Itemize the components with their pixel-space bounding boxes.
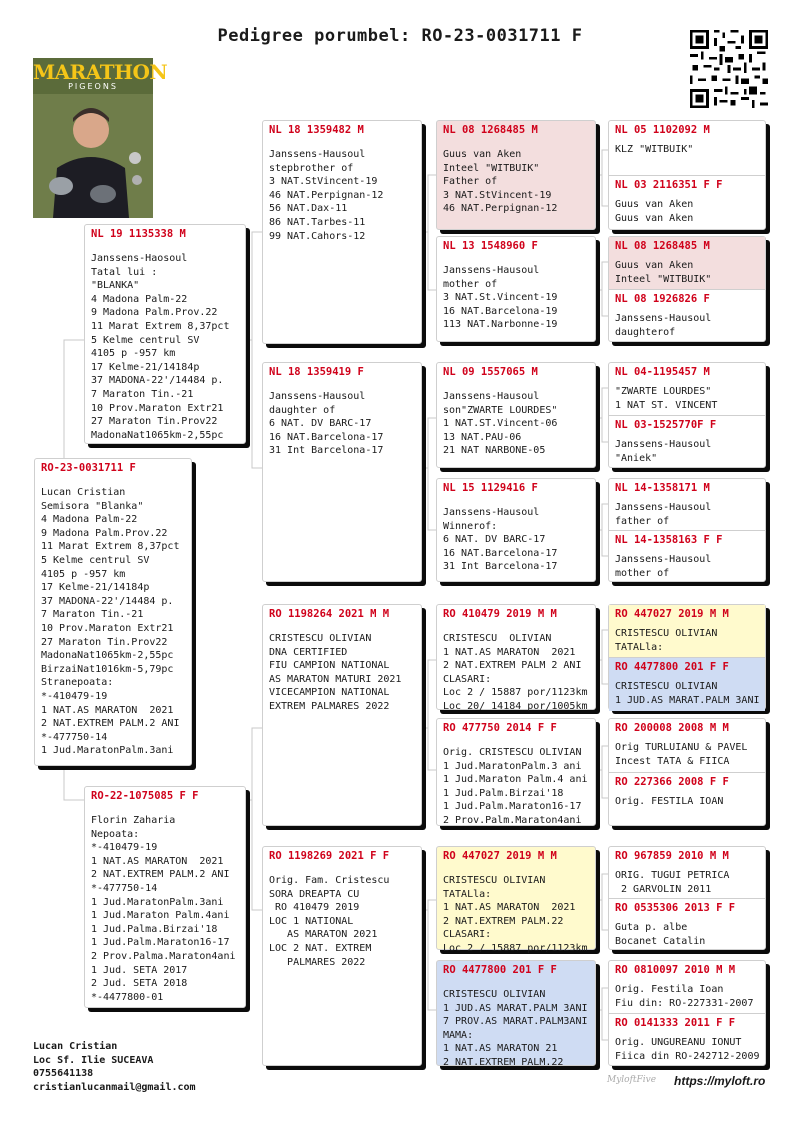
ring-number: NL 05 1102092 M — [615, 124, 710, 136]
bird-info: Janssens-Hausoul mother of 3 NAT.St.Vincent-19 16 NAT.Barcelona-19 113 NAT.Narbonne-19 — [443, 265, 558, 331]
cover-title: MARATHON — [33, 60, 168, 84]
pedigree-card-gen3-5[interactable] — [436, 604, 596, 710]
pedigree-pair-gen4-1[interactable] — [608, 120, 766, 230]
owner-phone: 0755641138 — [33, 1068, 94, 1079]
ring-number: RO 227366 2008 F F — [615, 776, 729, 788]
pedigree-card-gen4-13[interactable] — [609, 847, 765, 898]
bird-info: Janssens-Hausoul Winnerof: 6 NAT. DV BARC-17 16 NAT.Barcelona-17 31 Int Barcelona-17 — [443, 507, 558, 573]
ring-number: RO 447027 2019 M M — [615, 608, 729, 620]
bird-info: Orig. FESTILA IOAN — [615, 796, 724, 807]
pedigree-card-sire[interactable] — [84, 224, 246, 444]
ring-number: NL 03-1525770F F — [615, 419, 717, 431]
ring-number: NL 19 1135338 M — [91, 228, 186, 240]
bird-info: Janssens-Hausoul son"ZWARTE LOURDES" 1 NAT.ST.Vincent-06 13 NAT.PAU-06 21 NAT NARBONE-05 — [443, 391, 558, 457]
pedigree-card-gen4-12[interactable] — [609, 773, 765, 827]
pedigree-card-gen4-2[interactable] — [609, 176, 765, 231]
pedigree-pair-gen4-2[interactable] — [608, 236, 766, 342]
bird-info: Florin Zaharia Nepoata: *-410479-19 1 NAT.AS MARATON 2021 2 NAT.EXTREM PALM.2 ANI *-477750-14 1 Jud.MaratonPalm.3ani 1 Jud.Maraton Palm.4ani 1 Jud.Palma.Birzai'18 1 Jud.Palm.Maraton16-17 2 Prov.Palma.Maraton4ani 1 Jud. SETA 2017 2 Jud. SETA 2018 *-4477800-01 — [91, 815, 236, 1003]
page-title: Pedigree porumbel: RO-23-0031711 F — [217, 26, 583, 46]
bird-info: CRISTESCU OLIVIAN DNA CERTIFIED FIU CAMPION NATIONAL AS MARATON MATURI 2021 VICECAMPION NATIONAL EXTREM PALMARES 2022 — [269, 633, 402, 712]
bird-info: Janssens-Hausoul mother of — [615, 554, 712, 579]
owner-address: Loc Sf. Ilie SUCEAVA — [33, 1054, 154, 1066]
bird-info: "ZWARTE LOURDES" 1 NAT ST. VINCENT — [615, 386, 718, 411]
ring-number: NL 18 1359419 F — [269, 366, 364, 378]
ring-number: RO 4477800 201 F F — [443, 964, 557, 976]
bird-info: Orig. CRISTESCU OLIVIAN 1 Jud.MaratonPalm.3 ani 1 Jud.Maraton Palm.4 ani 1 Jud.Palm.Birzai'18 1 Jud.Palm.Maraton16-17 2 Prov.Palm.Maraton4ani — [443, 747, 588, 826]
pedigree-pair-gen4-3[interactable] — [608, 362, 766, 468]
pedigree-card-granddam-paternal[interactable] — [262, 362, 422, 582]
pedigree-card-gen4-15[interactable] — [609, 961, 765, 1013]
pedigree-card-gen4-1[interactable] — [609, 121, 765, 175]
bird-info: Orig. Fam. Cristescu SORA DREAPTA CU RO 410479 2019 LOC 1 NATIONAL AS MARATON 2021 LOC 2 NAT. EXTREM PALMARES 2022 — [269, 875, 390, 968]
bird-info: Janssens-Hausoul stepbrother of 3 NAT.StVincent-19 46 NAT.Perpignan-12 56 NAT.Dax-11 86 NAT.Tarbes-11 99 NAT.Cahors-12 — [269, 149, 384, 242]
pedigree-card-gen3-2[interactable] — [436, 236, 596, 342]
ring-number: RO 4477800 201 F F — [615, 661, 729, 673]
ring-number: RO 447027 2019 M M — [443, 850, 557, 862]
pedigree-pair-gen4-7[interactable] — [608, 846, 766, 950]
bird-info: Orig. Festila Ioan Fiu din: RO-227331-2007 — [615, 984, 754, 1009]
ring-number: NL 18 1359482 M — [269, 124, 364, 136]
ring-number: RO 967859 2010 M M — [615, 850, 729, 862]
bird-info: Orig TURLUIANU & PAVEL Incest TATA & FIICA — [615, 742, 748, 767]
ring-number: RO-23-0031711 F — [41, 462, 136, 474]
pedigree-card-gen4-14[interactable] — [609, 899, 765, 951]
pedigree-card-gen4-4[interactable] — [609, 290, 765, 343]
bird-info: Lucan Cristian Semisora "Blanka" 4 Madona Palm-22 9 Madona Palm.Prov.22 11 Marat Extrem 8,37pct 5 Kelme centrul SV 4105 p -957 km 17 Kelme-21/14184p 37 MADONA-22'/14484 p. 7 Maraton Tin.-21 10 Prov.Maraton Extr21 27 Maraton Tin.Prov22 MadonaNat1065km-2,55pc BirzaiNat1016km-5,79pc Stranepoata: *-410479-19 1 NAT.AS MARATON 2021 2 NAT.EXTREM PALM.2 ANI *-477750-14 1 Jud.MaratonPalm.3ani — [41, 487, 180, 757]
pedigree-card-gen4-3[interactable] — [609, 237, 765, 289]
bird-info: CRISTESCU OLIVIAN 1 JUD.AS MARAT.PALM 3ANI — [615, 681, 760, 706]
pedigree-card-gen3-8[interactable] — [436, 960, 596, 1066]
pedigree-card-gen3-6[interactable] — [436, 718, 596, 826]
pedigree-card-gen4-16[interactable] — [609, 1014, 765, 1067]
myloft-logo: MyloftFive — [607, 1075, 657, 1085]
pedigree-card-gen4-10[interactable] — [609, 658, 765, 711]
bird-info: CRISTESCU OLIVIAN TATALla: 1 NAT.AS MARATON 2021 2 NAT.EXTREM PALM.22 CLASARI: Loc 2 / 15887 por/1123km — [443, 875, 588, 954]
pedigree-card-gen4-8[interactable] — [609, 531, 765, 583]
pedigree-card-dam[interactable] — [84, 786, 246, 1008]
bird-info: Orig. UNGUREANU IONUT Fiica din RO-242712-2009 — [615, 1037, 760, 1062]
owner-email[interactable]: cristianlucanmail@gmail.com — [33, 1081, 196, 1093]
bird-info: Janssens-Hausoul daughterof — [615, 313, 712, 338]
cover-subtitle: PIGEONS — [68, 82, 118, 91]
ring-number: RO 1198264 2021 M M — [269, 608, 390, 620]
ring-number: NL 03 2116351 F F — [615, 179, 723, 191]
ring-number: RO 477750 2014 F F — [443, 722, 557, 734]
ring-number: RO 0810097 2010 M M — [615, 964, 736, 976]
ring-number: NL 04-1195457 M — [615, 366, 710, 378]
pedigree-card-gen4-5[interactable] — [609, 363, 765, 415]
pedigree-pair-gen4-5[interactable] — [608, 604, 766, 710]
owner-contact — [33, 1040, 196, 1094]
bird-info: Guus van Aken Guus van Aken — [615, 199, 694, 224]
ring-number: NL 08 1268485 M — [615, 240, 710, 252]
ring-number: RO 0141333 2011 F F — [615, 1017, 736, 1029]
pedigree-card-gen3-3[interactable] — [436, 362, 596, 468]
ring-number: RO 0535306 2013 F F — [615, 902, 736, 914]
bird-info: Janssens-Haosoul Tatal lui : "BLANKA" 4 Madona Palm-22 9 Madona Palm.Prov.22 11 Marat Extrem 8,37pct 5 Kelme centrul SV 4105 p -957 km 17 Kelme-21/14184p 37 MADONA-22'/14484 p. 7 Maraton Tin.-21 10 Prov.Maraton Extr21 27 Maraton Tin.Prov22 MadonaNat1065km-2,55pc — [91, 253, 230, 441]
website-link[interactable]: https://myloft.ro — [674, 1074, 766, 1088]
pedigree-card-gen3-7[interactable] — [436, 846, 596, 954]
pedigree-card-gen4-9[interactable] — [609, 605, 765, 657]
bird-info: CRISTESCU OLIVIAN 1 JUD.AS MARAT.PALM 3ANI 7 PROV.AS MARAT.PALM3ANI MAMA: 1 NAT.AS MARATON 21 2 NAT.EXTREM PALM.22 — [443, 989, 588, 1068]
bird-info: Janssens-Hausoul daughter of 6 NAT. DV BARC-17 16 NAT.Barcelona-17 31 Int Barcelona-17 — [269, 391, 384, 457]
ring-number: NL 13 1548960 F — [443, 240, 538, 252]
bird-info: Janssens-Hausoul father of — [615, 502, 712, 527]
ring-number: RO-22-1075085 F F — [91, 790, 199, 802]
pedigree-card-grandsire-maternal[interactable] — [262, 604, 422, 826]
bird-info: Guta p. albe Bocanet Catalin — [615, 922, 706, 947]
ring-number: NL 14-1358163 F F — [615, 534, 723, 546]
ring-number: RO 1198269 2021 F F — [269, 850, 390, 862]
pedigree-card-gen4-7[interactable] — [609, 479, 765, 530]
bird-info: Guus van Aken Inteel "WITBUIK" — [615, 260, 712, 285]
pedigree-pair-gen4-8[interactable] — [608, 960, 766, 1066]
bird-info: ORIG. TUGUI PETRICA 2 GARVOLIN 2011 — [615, 870, 730, 895]
ring-number: NL 08 1926826 F — [615, 293, 710, 305]
pedigree-card-gen4-11[interactable] — [609, 719, 765, 772]
ring-number: NL 09 1557065 M — [443, 366, 538, 378]
ring-number: NL 15 1129416 F — [443, 482, 538, 494]
pedigree-card-subject[interactable] — [34, 458, 192, 766]
pedigree-card-granddam-maternal[interactable] — [262, 846, 422, 1066]
owner-name: Lucan Cristian — [33, 1041, 118, 1052]
bird-info: KLZ "WITBUIK" — [615, 144, 694, 155]
pedigree-card-gen3-4[interactable] — [436, 478, 596, 582]
pedigree-card-gen4-6[interactable] — [609, 416, 765, 469]
pedigree-card-grandsire-paternal[interactable] — [262, 120, 422, 344]
pedigree-pair-gen4-4[interactable] — [608, 478, 766, 582]
pedigree-pair-gen4-6[interactable] — [608, 718, 766, 826]
bird-info: Guus van Aken Inteel "WITBUIK" Father of 3 NAT.StVincent-19 46 NAT.Perpignan-12 — [443, 149, 558, 215]
bird-info: CRISTESCU OLIVIAN TATALla: — [615, 628, 718, 653]
ring-number: RO 410479 2019 M M — [443, 608, 557, 620]
ring-number: NL 08 1268485 M — [443, 124, 538, 136]
ring-number: NL 14-1358171 M — [615, 482, 710, 494]
bird-info: CRISTESCU OLIVIAN 1 NAT.AS MARATON 2021 2 NAT.EXTREM PALM 2 ANI CLASARI: Loc 2 / 15887 por/1123km Loc 20/ 14184 por/1005km — [443, 633, 588, 712]
pedigree-card-gen3-1[interactable] — [436, 120, 596, 230]
bird-info: Janssens-Hausoul "Aniek" — [615, 439, 712, 464]
ring-number: RO 200008 2008 M M — [615, 722, 729, 734]
